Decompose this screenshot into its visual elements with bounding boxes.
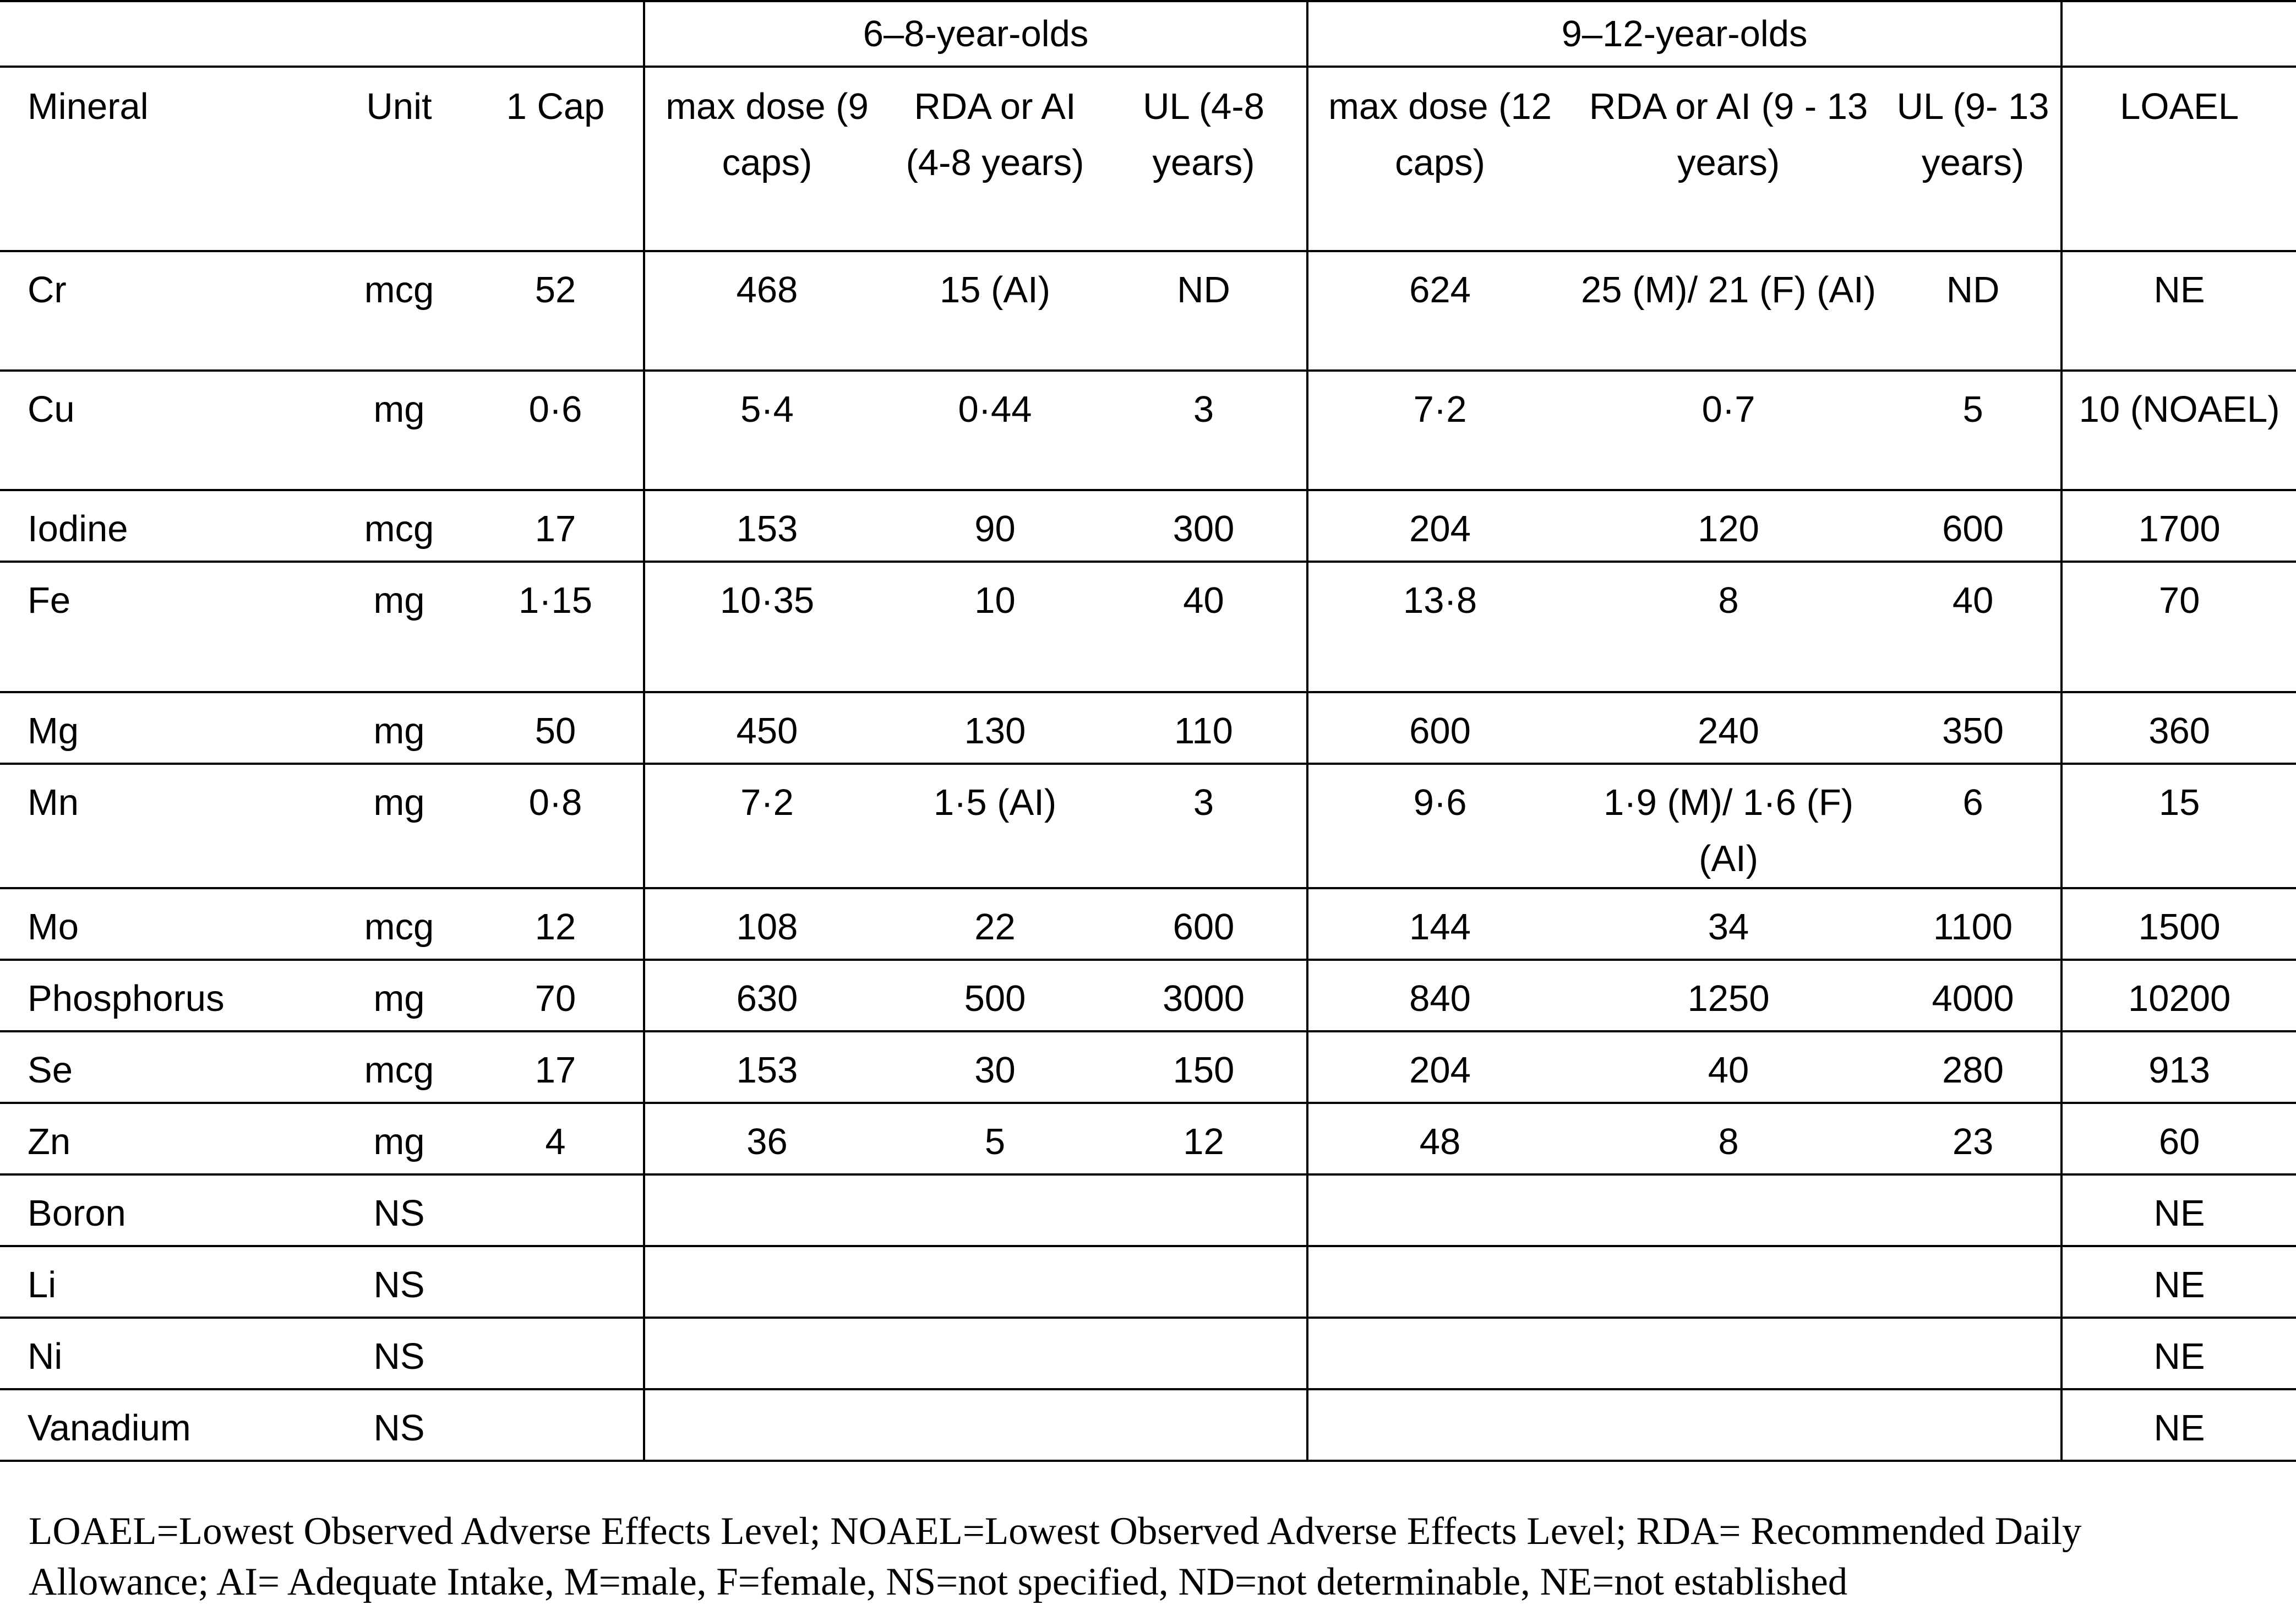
table-row bbox=[0, 764, 2296, 888]
cell-rda-4-8: 90 bbox=[889, 490, 1101, 562]
cell-rda-9-13 bbox=[1572, 1174, 1885, 1246]
cell-ul-9-13: 40 bbox=[1885, 562, 2062, 692]
cell-mineral: Mo bbox=[0, 888, 330, 960]
cell-ul-9-13: 1100 bbox=[1885, 888, 2062, 960]
table-row bbox=[0, 490, 2296, 562]
cell-ul-4-8 bbox=[1101, 1246, 1307, 1318]
cell-max-dose-9: 450 bbox=[644, 692, 889, 764]
table-row bbox=[0, 888, 2296, 960]
cell-unit: mg bbox=[330, 764, 468, 888]
cell-one-cap: 1·15 bbox=[468, 562, 644, 692]
cell-one-cap bbox=[468, 1318, 644, 1389]
cell-max-dose-9: 153 bbox=[644, 1031, 889, 1103]
cell-one-cap: 52 bbox=[468, 251, 644, 371]
cell-loael: NE bbox=[2062, 1318, 2296, 1389]
cell-max-dose-12 bbox=[1307, 1389, 1572, 1461]
cell-ul-9-13 bbox=[1885, 1318, 2062, 1389]
cell-rda-4-8: 10 bbox=[889, 562, 1101, 692]
cell-loael: NE bbox=[2062, 251, 2296, 371]
cell-rda-4-8 bbox=[889, 1246, 1101, 1318]
cell-loael: 15 bbox=[2062, 764, 2296, 888]
cell-ul-4-8: 3 bbox=[1101, 764, 1307, 888]
cell-unit: mg bbox=[330, 1103, 468, 1174]
cell-mineral: Boron bbox=[0, 1174, 330, 1246]
cell-rda-9-13 bbox=[1572, 1246, 1885, 1318]
column-header-row bbox=[0, 67, 2296, 251]
cell-ul-4-8: 600 bbox=[1101, 888, 1307, 960]
col-header-max-dose-9: max dose (9 caps) bbox=[644, 67, 889, 251]
cell-ul-4-8: 40 bbox=[1101, 562, 1307, 692]
cell-ul-9-13: 350 bbox=[1885, 692, 2062, 764]
cell-loael: 1500 bbox=[2062, 888, 2296, 960]
cell-unit: mcg bbox=[330, 490, 468, 562]
cell-mineral: Se bbox=[0, 1031, 330, 1103]
table-row bbox=[0, 692, 2296, 764]
cell-one-cap: 17 bbox=[468, 490, 644, 562]
group-header-row bbox=[0, 1, 2296, 67]
cell-ul-9-13 bbox=[1885, 1246, 2062, 1318]
col-header-mineral: Mineral bbox=[0, 67, 330, 251]
cell-ul-4-8 bbox=[1101, 1318, 1307, 1389]
cell-mineral: Mn bbox=[0, 764, 330, 888]
cell-rda-9-13: 8 bbox=[1572, 1103, 1885, 1174]
cell-ul-9-13: 4000 bbox=[1885, 960, 2062, 1031]
cell-ul-4-8 bbox=[1101, 1174, 1307, 1246]
cell-max-dose-12: 144 bbox=[1307, 888, 1572, 960]
cell-rda-4-8: 22 bbox=[889, 888, 1101, 960]
cell-ul-9-13: 5 bbox=[1885, 371, 2062, 490]
table-row bbox=[0, 1246, 2296, 1318]
cell-ul-4-8: 110 bbox=[1101, 692, 1307, 764]
cell-rda-9-13: 40 bbox=[1572, 1031, 1885, 1103]
table-body bbox=[0, 1, 2296, 1461]
cell-rda-4-8 bbox=[889, 1318, 1101, 1389]
cell-ul-4-8: 3 bbox=[1101, 371, 1307, 490]
col-header-max-dose-12: max dose (12 caps) bbox=[1307, 67, 1572, 251]
cell-mineral: Ni bbox=[0, 1318, 330, 1389]
cell-max-dose-12: 9·6 bbox=[1307, 764, 1572, 888]
cell-rda-4-8: 1·5 (AI) bbox=[889, 764, 1101, 888]
cell-ul-9-13 bbox=[1885, 1389, 2062, 1461]
cell-ul-4-8: ND bbox=[1101, 251, 1307, 371]
cell-unit: NS bbox=[330, 1246, 468, 1318]
cell-one-cap: 0·6 bbox=[468, 371, 644, 490]
col-header-unit: Unit bbox=[330, 67, 468, 251]
cell-rda-4-8 bbox=[889, 1174, 1101, 1246]
cell-one-cap: 70 bbox=[468, 960, 644, 1031]
cell-ul-9-13 bbox=[1885, 1174, 2062, 1246]
cell-unit: NS bbox=[330, 1389, 468, 1461]
cell-unit: mg bbox=[330, 960, 468, 1031]
cell-rda-4-8 bbox=[889, 1389, 1101, 1461]
cell-ul-9-13: 600 bbox=[1885, 490, 2062, 562]
cell-max-dose-12 bbox=[1307, 1174, 1572, 1246]
cell-max-dose-9: 5·4 bbox=[644, 371, 889, 490]
cell-rda-9-13 bbox=[1572, 1389, 1885, 1461]
cell-unit: mcg bbox=[330, 1031, 468, 1103]
cell-one-cap bbox=[468, 1389, 644, 1461]
cell-max-dose-12: 204 bbox=[1307, 490, 1572, 562]
cell-loael: 60 bbox=[2062, 1103, 2296, 1174]
table-row bbox=[0, 1103, 2296, 1174]
cell-rda-4-8: 5 bbox=[889, 1103, 1101, 1174]
cell-rda-4-8: 500 bbox=[889, 960, 1101, 1031]
group-header-6-8: 6–8-year-olds bbox=[644, 1, 1307, 67]
group-header-9-12: 9–12-year-olds bbox=[1307, 1, 2062, 67]
cell-rda-9-13: 8 bbox=[1572, 562, 1885, 692]
cell-loael: 1700 bbox=[2062, 490, 2296, 562]
cell-max-dose-12 bbox=[1307, 1246, 1572, 1318]
cell-max-dose-9 bbox=[644, 1246, 889, 1318]
cell-rda-9-13: 1·9 (M)/ 1·6 (F) (AI) bbox=[1572, 764, 1885, 888]
cell-rda-4-8: 30 bbox=[889, 1031, 1101, 1103]
cell-ul-9-13: 280 bbox=[1885, 1031, 2062, 1103]
table-row bbox=[0, 1389, 2296, 1461]
cell-loael: 10 (NOAEL) bbox=[2062, 371, 2296, 490]
cell-loael: NE bbox=[2062, 1246, 2296, 1318]
cell-ul-4-8: 150 bbox=[1101, 1031, 1307, 1103]
col-header-ul-9-13: UL (9- 13 years) bbox=[1885, 67, 2062, 251]
cell-one-cap: 4 bbox=[468, 1103, 644, 1174]
group-header-empty bbox=[0, 1, 644, 67]
cell-rda-9-13: 34 bbox=[1572, 888, 1885, 960]
cell-one-cap: 50 bbox=[468, 692, 644, 764]
table-row bbox=[0, 251, 2296, 371]
cell-rda-4-8: 0·44 bbox=[889, 371, 1101, 490]
cell-unit: NS bbox=[330, 1174, 468, 1246]
cell-ul-4-8 bbox=[1101, 1389, 1307, 1461]
cell-max-dose-12: 840 bbox=[1307, 960, 1572, 1031]
col-header-loael: LOAEL bbox=[2062, 67, 2296, 251]
cell-one-cap bbox=[468, 1246, 644, 1318]
cell-mineral: Iodine bbox=[0, 490, 330, 562]
table-footnote: LOAEL=Lowest Observed Adverse Effects Level; NOAEL=Lowest Observed Adverse Effects Level; RDA= Recommended Daily Allowance; AI= Adequate Intake, M=male, F=female, NS=not specified, ND=not determinable, NE=not established bbox=[29, 1510, 2082, 1603]
cell-loael: 10200 bbox=[2062, 960, 2296, 1031]
cell-rda-4-8: 130 bbox=[889, 692, 1101, 764]
cell-max-dose-9: 36 bbox=[644, 1103, 889, 1174]
cell-one-cap: 12 bbox=[468, 888, 644, 960]
table-row bbox=[0, 562, 2296, 692]
cell-rda-9-13: 1250 bbox=[1572, 960, 1885, 1031]
cell-loael: 913 bbox=[2062, 1031, 2296, 1103]
cell-one-cap: 0·8 bbox=[468, 764, 644, 888]
cell-max-dose-9: 10·35 bbox=[644, 562, 889, 692]
cell-unit: mg bbox=[330, 562, 468, 692]
cell-max-dose-9 bbox=[644, 1174, 889, 1246]
cell-mineral: Vanadium bbox=[0, 1389, 330, 1461]
cell-max-dose-12: 624 bbox=[1307, 251, 1572, 371]
group-header-loael-empty bbox=[2062, 1, 2296, 67]
cell-rda-9-13: 25 (M)/ 21 (F) (AI) bbox=[1572, 251, 1885, 371]
cell-mineral: Cr bbox=[0, 251, 330, 371]
cell-max-dose-12: 204 bbox=[1307, 1031, 1572, 1103]
cell-max-dose-9: 153 bbox=[644, 490, 889, 562]
col-header-ul-4-8: UL (4-8 years) bbox=[1101, 67, 1307, 251]
cell-max-dose-9 bbox=[644, 1318, 889, 1389]
cell-max-dose-9: 468 bbox=[644, 251, 889, 371]
cell-max-dose-12 bbox=[1307, 1318, 1572, 1389]
cell-mineral: Fe bbox=[0, 562, 330, 692]
cell-rda-9-13: 0·7 bbox=[1572, 371, 1885, 490]
cell-rda-9-13: 240 bbox=[1572, 692, 1885, 764]
cell-unit: mcg bbox=[330, 888, 468, 960]
cell-max-dose-9 bbox=[644, 1389, 889, 1461]
cell-unit: mg bbox=[330, 692, 468, 764]
cell-max-dose-9: 108 bbox=[644, 888, 889, 960]
cell-ul-4-8: 12 bbox=[1101, 1103, 1307, 1174]
cell-rda-4-8: 15 (AI) bbox=[889, 251, 1101, 371]
table-row bbox=[0, 1318, 2296, 1389]
cell-ul-9-13: ND bbox=[1885, 251, 2062, 371]
cell-ul-9-13: 6 bbox=[1885, 764, 2062, 888]
cell-max-dose-12: 48 bbox=[1307, 1103, 1572, 1174]
cell-max-dose-12: 7·2 bbox=[1307, 371, 1572, 490]
col-header-rda-9-13: RDA or AI (9 - 13 years) bbox=[1572, 67, 1885, 251]
cell-loael: 360 bbox=[2062, 692, 2296, 764]
cell-one-cap: 17 bbox=[468, 1031, 644, 1103]
table-row bbox=[0, 371, 2296, 490]
col-header-one-cap: 1 Cap bbox=[468, 67, 644, 251]
cell-unit: mg bbox=[330, 371, 468, 490]
cell-rda-9-13 bbox=[1572, 1318, 1885, 1389]
cell-mineral: Phosphorus bbox=[0, 960, 330, 1031]
table-row bbox=[0, 960, 2296, 1031]
table-row bbox=[0, 1031, 2296, 1103]
cell-one-cap bbox=[468, 1174, 644, 1246]
cell-loael: NE bbox=[2062, 1389, 2296, 1461]
cell-max-dose-9: 7·2 bbox=[644, 764, 889, 888]
cell-max-dose-12: 13·8 bbox=[1307, 562, 1572, 692]
cell-max-dose-12: 600 bbox=[1307, 692, 1572, 764]
cell-loael: 70 bbox=[2062, 562, 2296, 692]
cell-max-dose-9: 630 bbox=[644, 960, 889, 1031]
cell-unit: NS bbox=[330, 1318, 468, 1389]
cell-mineral: Cu bbox=[0, 371, 330, 490]
cell-unit: mcg bbox=[330, 251, 468, 371]
cell-mineral: Li bbox=[0, 1246, 330, 1318]
col-header-rda-4-8: RDA or AI (4-8 years) bbox=[889, 67, 1101, 251]
cell-ul-4-8: 3000 bbox=[1101, 960, 1307, 1031]
cell-ul-9-13: 23 bbox=[1885, 1103, 2062, 1174]
cell-loael: NE bbox=[2062, 1174, 2296, 1246]
table-row bbox=[0, 1174, 2296, 1246]
cell-ul-4-8: 300 bbox=[1101, 490, 1307, 562]
cell-mineral: Mg bbox=[0, 692, 330, 764]
cell-mineral: Zn bbox=[0, 1103, 330, 1174]
cell-rda-9-13: 120 bbox=[1572, 490, 1885, 562]
